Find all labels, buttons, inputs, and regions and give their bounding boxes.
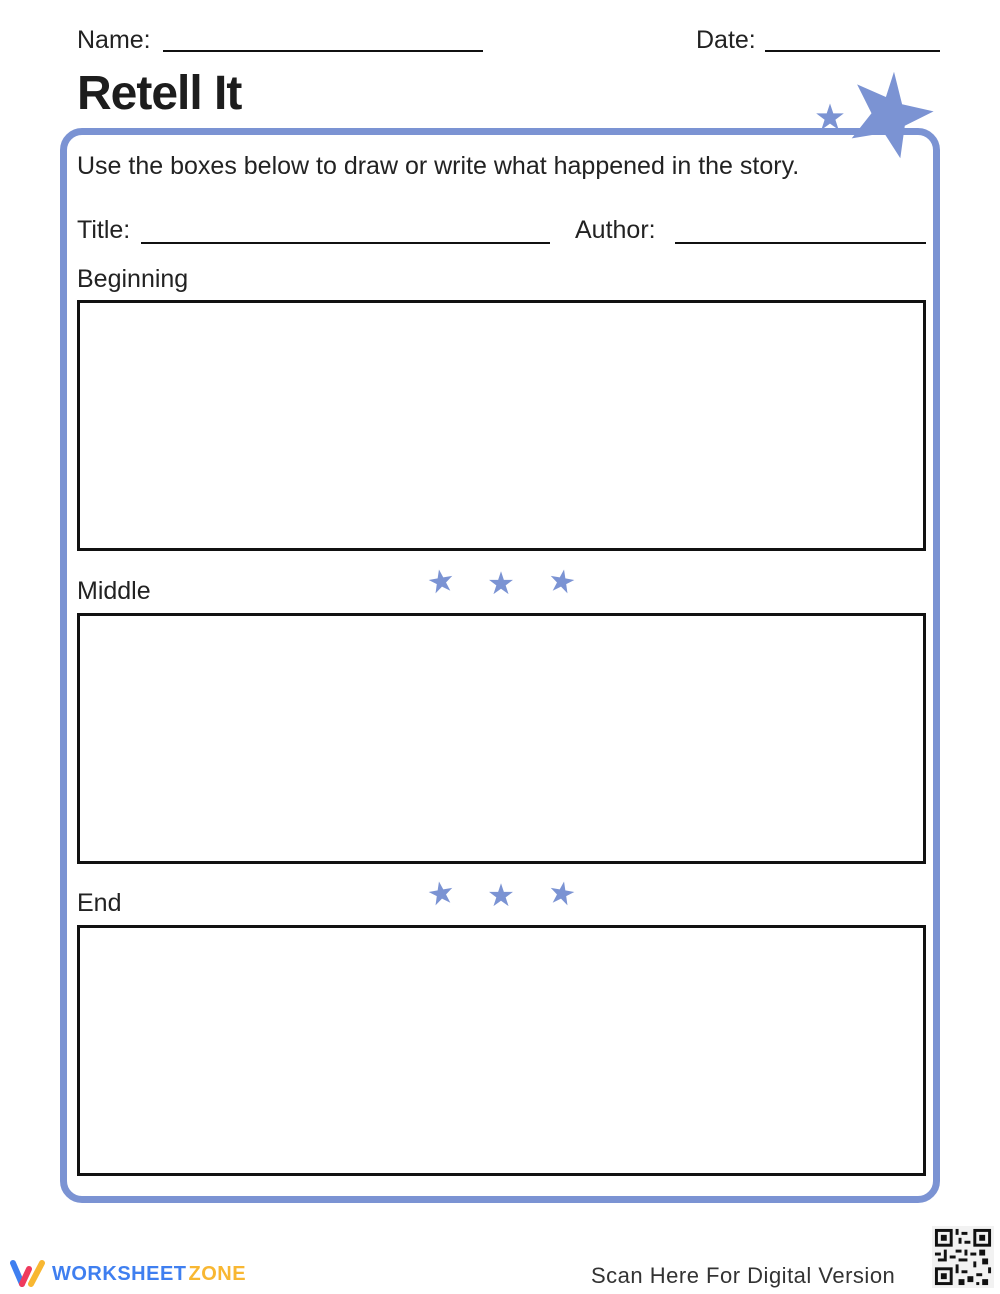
- instructions-text: Use the boxes below to draw or write what happened in the story.: [77, 152, 800, 180]
- section-label-middle: Middle: [77, 577, 151, 605]
- star-icon: [428, 880, 454, 906]
- name-field[interactable]: [163, 50, 483, 52]
- brand-zone: ZONE: [188, 1263, 247, 1285]
- middle-box[interactable]: [77, 613, 926, 864]
- author-field[interactable]: [675, 242, 926, 244]
- end-box[interactable]: [77, 925, 926, 1176]
- date-field[interactable]: [765, 50, 940, 52]
- brand-worksheet: WORKSHEET: [52, 1263, 187, 1285]
- beginning-box[interactable]: [77, 300, 926, 551]
- qr-code-icon[interactable]: [932, 1226, 994, 1288]
- star-icon: [549, 880, 575, 906]
- section-label-end: End: [77, 889, 122, 917]
- star-icon: [488, 882, 514, 908]
- large-star-icon: [842, 70, 937, 160]
- star-icon: [549, 568, 575, 594]
- section-label-beginning: Beginning: [77, 265, 189, 293]
- page-title: Retell It: [77, 67, 242, 120]
- title-field[interactable]: [141, 242, 550, 244]
- scan-text: Scan Here For Digital Version: [591, 1263, 896, 1288]
- title-label: Title:: [77, 216, 131, 244]
- brand-logo: [52, 1263, 246, 1286]
- name-label: Name:: [77, 26, 151, 54]
- author-label: Author:: [575, 216, 656, 244]
- star-icon: [428, 568, 454, 594]
- worksheet-zone-logo-icon: [9, 1259, 47, 1289]
- small-star-icon: [815, 102, 845, 132]
- star-icon: [488, 570, 514, 596]
- date-label: Date:: [696, 26, 756, 54]
